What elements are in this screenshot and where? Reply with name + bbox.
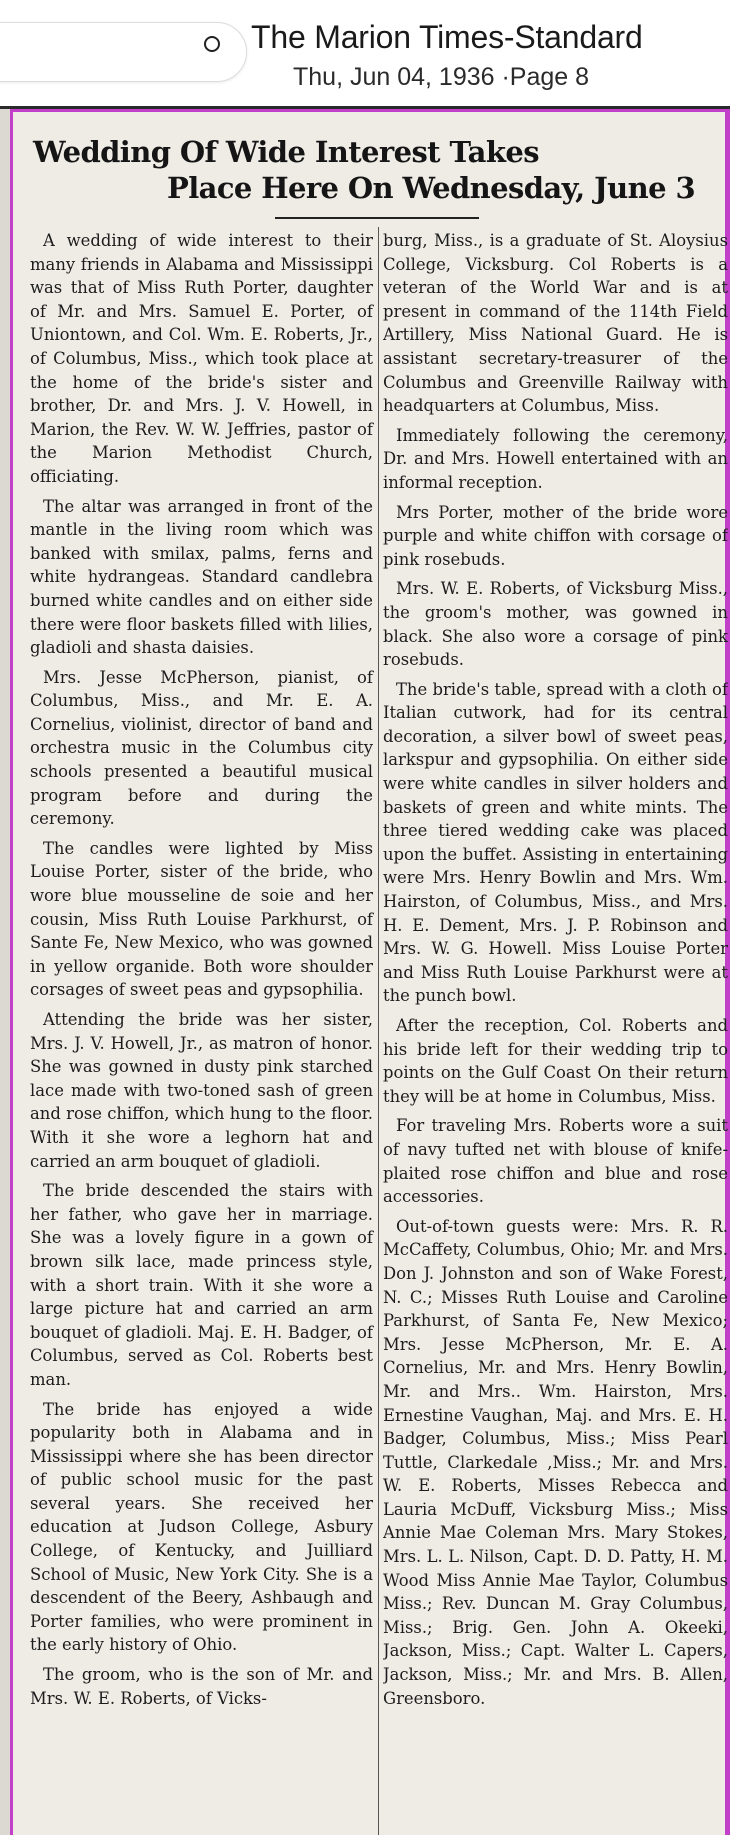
article-headline bbox=[33, 134, 730, 206]
article bbox=[13, 112, 728, 1835]
newspaper-clipping bbox=[0, 106, 730, 1835]
paragraph: Mrs Porter, mother of the bride wore purple and white chiffon with corsage of pink rosebuds. bbox=[383, 502, 728, 569]
paragraph: After the reception, Col. Roberts and his bride left for their wedding trip to points on the Gulf Coast On their return they will be at home in Columbus, Miss. bbox=[383, 1016, 728, 1106]
publication-title: The Marion Times-Standard bbox=[251, 19, 643, 55]
paragraph: The altar was arranged in front of the mantle in the living room which was banked with smilax, palms, ferns and white hydrangeas. Standard candlebra burned white candles and on either side there were floor baskets filled with lilies, gladioli and shasta daisies. bbox=[30, 496, 373, 658]
paragraph: For traveling Mrs. Roberts wore a suit of navy tufted net with blouse of knife-plaited rose chiffon and blue and rose accessories. bbox=[383, 1116, 728, 1207]
paragraph: Immediately following the ceremony, Dr. and Mrs. Howell entertained with an informal reception. bbox=[383, 425, 728, 492]
paragraph: The bride has enjoyed a wide popularity both in Alabama and in Mississippi where she has been director of public school music for the past several years. She received her education at Judson College, Asbury College, of Kentucky, and Juilliard School of Music, New York City. She is a descendent of the Beery, Ashbaugh and Porter families, who were prominent in the early history of Ohio. bbox=[30, 1399, 373, 1655]
column-rule bbox=[378, 227, 379, 1835]
paragraph: The bride descended the stairs with her father, who gave her in marriage. She was a lovely figure in a gown of brown silk lace, made princess style, with a short train. With it she wore a large picture hat and carried an arm bouquet of gladioli. Maj. E. H. Badger, of Columbus, served as Col. Roberts best man. bbox=[30, 1181, 373, 1389]
paragraph: The bride's table, spread with a cloth of Italian cutwork, had for its central decoration, a silver bowl of sweet peas, larkspur and gypsophilia. On either side were white candles in silver holders and baskets of green and white mints. The three tiered wedding cake was placed upon the buffet. Assisting in entertaining were Mrs. Henry Bowlin and Mrs. Wm. Hairston, of Columbus, Miss., and Mrs. H. E. Dement, Mrs. J. P. Robinson and Mrs. W. G. Howell. Miss Louise Porter and Miss Ruth Louise Parkhurst were at the punch bowl. bbox=[383, 679, 728, 1006]
paragraph: Out-of-town guests were: Mrs. R. R. McCaffety, Columbus, Ohio; Mr. and Mrs. Don J. Johnston and son of Wake Forest, N. C.; Misses Ruth Louise and Caroline Parkhurst, of Santa Fe, New Mexico; Mrs. Jesse McPherson, Mr. E. A. Cornelius, Mr. and Mrs. Henry Bowlin, Mr. and Mrs.. Wm. Hairston, Mrs. Ernestine Vaughan, Maj. and Mrs. E. H. Badger, Columbus, Miss.; Miss Pearl Tuttle, Clarkedale ,Miss.; Mr. and Mrs. W. E. Roberts, Misses Rebecca and Lauria McDuff, Vicksburg Miss.; Miss Annie Mae Coleman Mrs. Mary Stokes, Mrs. L. L. Nilson, Capt. D. D. Patty, H. M. Wood Miss Annie Mae Taylor, Columbus Miss.; Rev. Duncan M. Gray Columbus, Miss.; Brig. Gen. John A. Okeeki, Jackson, Miss.; Capt. Walter L. Capers, Jackson, Miss.; Mr. and Mrs. B. Allen, Greensboro. bbox=[383, 1216, 728, 1708]
paragraph: Mrs. Jesse McPherson, pianist, of Columbus, Miss., and Mr. E. A. Cornelius, violinist, director of band and orchestra music in the Columbus city schools presented a beautiful musical program before and during the ceremony. bbox=[30, 667, 373, 829]
article-column-left bbox=[30, 229, 373, 1716]
headline-rule bbox=[275, 217, 479, 219]
paragraph: A wedding of wide interest to their many friends in Alabama and Mississippi was that of Miss Ruth Porter, daughter of Mr. and Mrs. Samuel E. Porter, of Uniontown, and Col. Wm. E. Roberts, Jr., of Columbus, Miss., which took place at the home of the bride's sister and brother, Dr. and Mrs. J. V. Howell, in Marion, the Rev. W. W. Jeffries, pastor of the Marion Methodist Church, officiating. bbox=[30, 231, 373, 486]
search-field[interactable] bbox=[0, 22, 247, 82]
paragraph: The candles were lighted by Miss Louise Porter, sister of the bride, who wore blue mousseline de soie and her cousin, Miss Ruth Louise Parkhurst, of Sante Fe, New Mexico, who was gowned in yellow organide. Both wore shoulder corsages of sweet peas and gypsophilia. bbox=[30, 838, 373, 1000]
headline-line-2: Place Here On Wednesday, June 3 bbox=[167, 171, 696, 205]
article-column-right bbox=[383, 229, 728, 1716]
publication-date-page: Thu, Jun 04, 1936 ·Page 8 bbox=[293, 63, 590, 91]
paragraph: The groom, who is the son of Mr. and Mrs. W. E. Roberts, of Vicks- bbox=[30, 1665, 373, 1708]
page-header bbox=[0, 0, 730, 104]
paragraph: Attending the bride was her sister, Mrs. J. V. Howell, Jr., as matron of honor. She was gowned in dusty pink starched lace made with two-toned sash of green and rose chiffon, which hung to the floor. With it she wore a leghorn hat and carried an arm bouquet of gladioli. bbox=[30, 1010, 373, 1171]
paragraph: Mrs. W. E. Roberts, of Vicksburg Miss., the groom's mother, was gowned in black. She also wore a corsage of pink rosebuds. bbox=[383, 579, 728, 670]
paragraph: burg, Miss., is a graduate of St. Aloysius College, Vicksburg. Col Roberts is a veteran of the World War and is at present in command of the 114th Field Artillery, Miss National Guard. He is assistant secretary-treasurer of the Columbus and Greenville Railway with headquarters at Columbus, Miss. bbox=[383, 231, 728, 416]
adjacent-column-edge bbox=[0, 109, 10, 1835]
headline-line-1: Wedding Of Wide Interest Takes bbox=[33, 135, 539, 169]
circle-icon[interactable] bbox=[204, 36, 220, 52]
